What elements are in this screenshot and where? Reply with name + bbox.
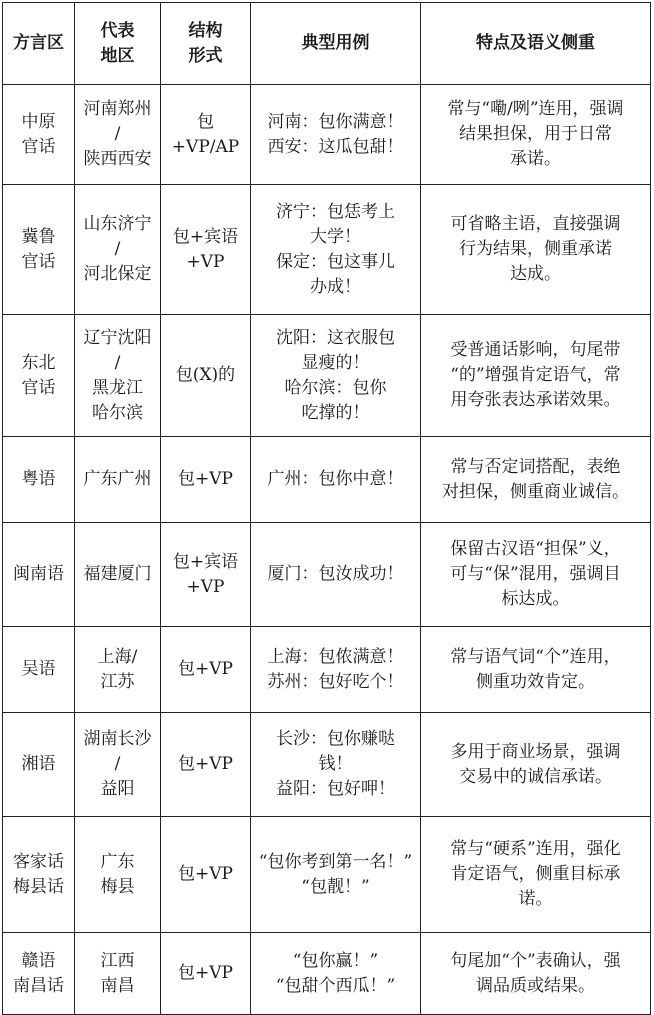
cell-text: 官话 xyxy=(21,251,56,272)
structure-cell xyxy=(161,315,251,437)
cell-text: 陕西西安 xyxy=(83,149,152,169)
cell-text: 梅县话 xyxy=(13,876,64,897)
structure-cell xyxy=(161,713,251,817)
table-row xyxy=(3,933,651,1015)
header-text: 形式 xyxy=(188,45,223,66)
cell-text: 常与“硬系”连用，强化 xyxy=(450,839,621,859)
dialect-cell xyxy=(3,817,75,933)
cell-text: “的”增强肯定语气，常 xyxy=(450,365,621,385)
cell-text: 常与“嘞/咧”连用，强调 xyxy=(447,99,624,119)
examples-cell xyxy=(251,933,421,1015)
examples-cell xyxy=(251,627,421,713)
cell-text: / xyxy=(114,239,121,259)
cell-text: “包你考到第一名！” xyxy=(258,851,413,872)
cell-text: 河南：包你满意！ xyxy=(267,111,404,132)
cell-text: 广东广州 xyxy=(83,469,152,489)
structure-cell xyxy=(161,627,251,713)
cell-text: 结果担保，用于日常 xyxy=(459,124,612,144)
dialect-table xyxy=(2,2,651,1015)
cell-text: 办成！ xyxy=(310,276,361,297)
region-cell xyxy=(75,713,161,817)
header-examples xyxy=(251,3,421,85)
dialect-cell xyxy=(3,315,75,437)
dialect-cell xyxy=(3,85,75,185)
cell-text: 吴语 xyxy=(21,659,56,679)
cell-text: 厦门：包汝成功！ xyxy=(267,564,404,584)
cell-text: 常与否定词搭配，表绝 xyxy=(450,456,621,477)
header-text: 代表 xyxy=(100,20,135,41)
table-row xyxy=(3,437,651,523)
cell-text: 济宁：包恁考上 xyxy=(276,201,395,222)
features-cell xyxy=(421,933,651,1015)
structure-cell xyxy=(161,85,251,185)
cell-text: “包你赢！” xyxy=(292,950,379,971)
cell-text: 苏州：包好吃个！ xyxy=(267,671,404,692)
features-cell xyxy=(421,315,651,437)
dialect-cell xyxy=(3,713,75,817)
header-structure xyxy=(161,3,251,85)
cell-text: 用夸张表达承诺效果。 xyxy=(450,390,621,410)
table-header xyxy=(3,3,651,85)
features-cell xyxy=(421,713,651,817)
cell-text: 东北 xyxy=(21,352,56,373)
cell-text: 湘语 xyxy=(21,754,56,774)
cell-text: 包+VP xyxy=(178,469,233,489)
region-cell xyxy=(75,437,161,523)
cell-text: 包+VP xyxy=(178,659,233,679)
cell-text: 上海：包侬满意！ xyxy=(267,646,404,667)
cell-text: 保定：包这事儿 xyxy=(276,251,395,272)
cell-text: 包 xyxy=(197,111,214,132)
header-row xyxy=(3,3,651,85)
features-cell xyxy=(421,817,651,933)
cell-text: 益阳：包好呷！ xyxy=(276,779,395,799)
cell-text: 调品质或结果。 xyxy=(476,975,595,996)
cell-text: “包甜个西瓜！” xyxy=(275,975,396,996)
cell-text: 广州：包你中意！ xyxy=(267,469,404,489)
structure-cell xyxy=(161,185,251,315)
cell-text: / xyxy=(114,754,121,774)
cell-text: 广东 xyxy=(100,851,135,872)
cell-text: 包+VP xyxy=(178,864,233,884)
cell-text: 受普通话影响，句尾带 xyxy=(450,340,621,360)
dialect-cell xyxy=(3,185,75,315)
dialect-cell xyxy=(3,627,75,713)
cell-text: 可与“保”混用，强调目 xyxy=(450,564,621,584)
region-cell xyxy=(75,523,161,627)
cell-text: +VP xyxy=(186,576,225,597)
cell-text: 显瘦的！ xyxy=(301,352,370,373)
cell-text: 包+VP xyxy=(178,963,233,983)
cell-text: 山东济宁 xyxy=(83,214,152,234)
cell-text: 保留古汉语“担保”义， xyxy=(450,539,621,559)
cell-text: 南昌话 xyxy=(13,975,64,996)
region-cell xyxy=(75,817,161,933)
cell-text: 益阳 xyxy=(100,779,135,799)
table-row xyxy=(3,315,651,437)
features-cell xyxy=(421,627,651,713)
examples-cell xyxy=(251,85,421,185)
header-text: 典型用例 xyxy=(301,33,370,53)
cell-text: +VP/AP xyxy=(171,136,240,157)
examples-cell xyxy=(251,713,421,817)
header-region xyxy=(75,3,161,85)
cell-text: 包+宾语 xyxy=(172,551,239,572)
cell-text: 粤语 xyxy=(21,469,56,489)
cell-text: 赣语 xyxy=(21,950,56,971)
examples-cell xyxy=(251,437,421,523)
examples-cell xyxy=(251,523,421,627)
table-row xyxy=(3,185,651,315)
cell-text: 吃撑的！ xyxy=(301,402,370,423)
examples-cell xyxy=(251,817,421,933)
dialect-cell xyxy=(3,523,75,627)
structure-cell xyxy=(161,817,251,933)
cell-text: 上海/ xyxy=(97,646,138,667)
cell-text: 河北保定 xyxy=(83,264,152,284)
cell-text: 常与语气词“个”连用， xyxy=(450,646,621,667)
cell-text: 句尾加“个”表确认，强 xyxy=(450,950,621,971)
cell-text: 河南郑州 xyxy=(83,99,152,119)
features-cell xyxy=(421,185,651,315)
features-cell xyxy=(421,85,651,185)
cell-text: 西安：这瓜包甜！ xyxy=(267,136,404,157)
table-row xyxy=(3,85,651,185)
cell-text: 闽南语 xyxy=(13,564,64,584)
features-cell xyxy=(421,523,651,627)
region-cell xyxy=(75,315,161,437)
cell-text: 湖南长沙 xyxy=(83,729,152,749)
header-text: 方言区 xyxy=(13,33,64,53)
cell-text: 福建厦门 xyxy=(83,564,152,584)
cell-text: 包+宾语 xyxy=(172,226,239,247)
cell-text: 多用于商业场景，强调 xyxy=(450,741,621,762)
cell-text: 官话 xyxy=(21,136,56,157)
cell-text: 可省略主语，直接强调 xyxy=(450,214,621,234)
header-text: 结构 xyxy=(188,20,223,41)
cell-text: 诺。 xyxy=(518,889,553,909)
cell-text: 钱！ xyxy=(318,754,353,774)
cell-text: 黑龙江 xyxy=(92,377,143,398)
table-row xyxy=(3,817,651,933)
cell-text: “包靓！” xyxy=(301,876,370,897)
cell-text: 侧重功效肯定。 xyxy=(476,671,595,692)
structure-cell xyxy=(161,437,251,523)
region-cell xyxy=(75,185,161,315)
header-dialect-area xyxy=(3,3,75,85)
cell-text: 大学！ xyxy=(310,226,361,247)
cell-text: 长沙：包你赚哒 xyxy=(276,729,395,749)
region-cell xyxy=(75,933,161,1015)
cell-text: 梅县 xyxy=(100,876,135,897)
header-features xyxy=(421,3,651,85)
cell-text: 承诺。 xyxy=(510,149,561,169)
cell-text: 达成。 xyxy=(510,264,561,284)
cell-text: 标达成。 xyxy=(501,589,570,609)
table-row xyxy=(3,627,651,713)
cell-text: 辽宁沈阳 xyxy=(83,327,152,348)
region-cell xyxy=(75,85,161,185)
cell-text: 江苏 xyxy=(100,671,135,692)
cell-text: 中原 xyxy=(21,111,56,132)
table-row xyxy=(3,523,651,627)
cell-text: +VP xyxy=(186,251,225,272)
cell-text: 哈尔滨：包你 xyxy=(284,377,387,398)
dialect-cell xyxy=(3,933,75,1015)
structure-cell xyxy=(161,933,251,1015)
cell-text: 江西 xyxy=(100,950,135,971)
cell-text: / xyxy=(114,352,121,373)
cell-text: 肯定语气，侧重目标承 xyxy=(450,864,621,884)
table-body xyxy=(3,85,651,1015)
cell-text: 包(X)的 xyxy=(175,365,236,385)
cell-text: 交易中的诚信承诺。 xyxy=(459,766,612,787)
cell-text: 哈尔滨 xyxy=(92,402,143,423)
structure-cell xyxy=(161,523,251,627)
dialect-cell xyxy=(3,437,75,523)
cell-text: 沈阳：这衣服包 xyxy=(276,327,395,348)
cell-text: / xyxy=(114,124,121,144)
cell-text: 对担保，侧重商业诚信。 xyxy=(442,481,629,502)
region-cell xyxy=(75,627,161,713)
table-row xyxy=(3,713,651,817)
cell-text: 包+VP xyxy=(178,754,233,774)
cell-text: 官话 xyxy=(21,377,56,398)
cell-text: 南昌 xyxy=(100,975,135,996)
cell-text: 冀鲁 xyxy=(21,226,56,247)
cell-text: 行为结果，侧重承诺 xyxy=(459,239,612,259)
header-text: 地区 xyxy=(100,45,135,66)
cell-text: 客家话 xyxy=(13,851,64,872)
features-cell xyxy=(421,437,651,523)
examples-cell xyxy=(251,185,421,315)
examples-cell xyxy=(251,315,421,437)
header-text: 特点及语义侧重 xyxy=(476,33,595,53)
